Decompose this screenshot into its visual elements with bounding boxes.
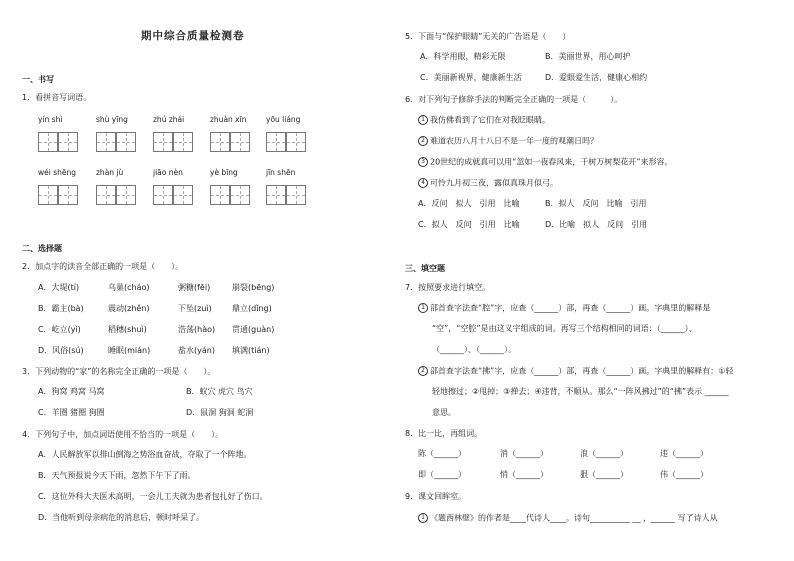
question-6-option-c[interactable]: C．拟人 反问 引用 比喻	[418, 220, 520, 229]
question-7-text: 部首查字法查“腔”字，应查（______）部，再查（______）画。字典里的解释是	[430, 303, 711, 313]
question-3-option-d[interactable]: D．鼠洞 狗洞 蛇洞	[186, 408, 254, 417]
question-2-option[interactable]: C．屹立(yì)	[38, 325, 81, 334]
question-5-option-c[interactable]: C．美丽新视界，健康新生活	[420, 73, 522, 82]
question-4-stem: 4．下列句子中，加点词语使用不恰当的一项是（ ）。	[22, 430, 224, 439]
question-2-word: 填满(tián)	[232, 346, 270, 355]
question-2-word: 崩裂(bēng)	[232, 283, 275, 292]
question-6-item-3	[418, 157, 672, 168]
question-8-cell[interactable]: 违（______）	[660, 449, 708, 458]
writing-box[interactable]	[230, 185, 250, 205]
pinyin-label: zhú zhái	[153, 115, 185, 124]
question-2-word: 乌巢(cháo)	[108, 283, 150, 292]
pinyin-label: jiāo nèn	[153, 168, 183, 177]
question-6-option-d[interactable]: D．比喻 拟人 反问 引用	[545, 220, 648, 229]
question-2-stem: 2．加点字的读音全部正确的一项是（ ）。	[22, 262, 184, 271]
question-9-part-1	[418, 513, 718, 524]
question-2-word: 睡眠(mián)	[108, 346, 151, 355]
question-6-item-2	[418, 136, 598, 147]
writing-box[interactable]	[96, 132, 116, 152]
pinyin-label: shù yīng	[96, 115, 128, 124]
question-2-option[interactable]: D．风俗(sú)	[38, 346, 84, 355]
question-6-item-text: 可怜九月初三夜，露似真珠月似弓。	[430, 178, 558, 188]
question-7-part-2-line-1	[418, 366, 733, 377]
writing-box[interactable]	[116, 132, 136, 152]
question-8-cell[interactable]: 伟（______）	[660, 470, 708, 479]
question-7-part-1-line-2: “空”，“空腔”是由这义字组成的词。再写三个结构相同的词语：（______）、	[432, 324, 697, 333]
pinyin-label: zhuàn xīn	[210, 115, 247, 124]
writing-box[interactable]	[286, 132, 306, 152]
writing-box[interactable]	[210, 132, 230, 152]
writing-box[interactable]	[58, 185, 78, 205]
writing-box[interactable]	[266, 132, 286, 152]
question-3-option-a[interactable]: A．狗窝 鸡窝 马窝	[38, 387, 105, 396]
question-8-cell[interactable]: 即（______）	[418, 470, 466, 479]
question-7-text: 部首查字法查“拂”字，应查（______）部，再查（______）画。字典里的解释有：①轻	[430, 366, 734, 376]
pinyin-label: zhàn jù	[96, 168, 124, 177]
question-6-item-text: 20世纪的成就真可以用“忽如一夜春风来，千树万树梨花开”来形容。	[430, 157, 673, 167]
pinyin-label: yè bīng	[210, 168, 238, 177]
circled-number: 3	[418, 157, 428, 167]
question-2-word: 鼎立(dǐng)	[232, 304, 272, 313]
question-6-item-4	[418, 178, 558, 189]
circled-number: 1	[418, 303, 428, 313]
question-4-option-b[interactable]: B．天气预报说今天下雨，忽然下午下了雨。	[38, 471, 196, 480]
question-6-option-b[interactable]: B．拟人 反问 比喻 引用	[545, 199, 647, 208]
question-9-text: 《题西林壁》的作者是____代诗人____。诗句__________ __ ，______ 写了诗人从	[430, 513, 718, 523]
question-4-option-a[interactable]: A．人民解放军以排山倒海之势浴血奋战，夺取了一个阵地。	[38, 450, 252, 459]
writing-box[interactable]	[173, 132, 193, 152]
question-2-word: 下坠(zuì)	[178, 304, 212, 313]
pinyin-label: yōu liáng	[266, 115, 301, 124]
question-2-option[interactable]: A．大堤(tí)	[38, 283, 80, 292]
question-7-part-1-line-1	[418, 303, 710, 314]
question-6-item-text: 难道农历八月十八日不是一年一度的观潮日吗？	[430, 136, 598, 146]
circled-number: 2	[418, 366, 428, 376]
writing-box[interactable]	[210, 185, 230, 205]
section-heading-writing: 一、书写	[22, 75, 54, 84]
question-6-option-a[interactable]: A．反问 拟人 引用 比喻	[418, 199, 520, 208]
pinyin-label: wéi shēng	[38, 168, 77, 177]
writing-box[interactable]	[266, 185, 286, 205]
question-3-option-b[interactable]: B．蚁穴 虎穴 鸟穴	[186, 387, 253, 396]
question-5-option-d[interactable]: D．爱眼爱生活，健康心相约	[545, 73, 648, 82]
writing-box[interactable]	[286, 185, 306, 205]
question-8-cell[interactable]: 悄（______）	[500, 470, 548, 479]
page-title: 期中综合质量检测卷	[141, 30, 245, 42]
question-8-cell[interactable]: 消（______）	[500, 449, 548, 458]
writing-box[interactable]	[153, 132, 173, 152]
writing-box[interactable]	[38, 185, 58, 205]
question-2-word: 粥糖(fēi)	[178, 283, 211, 292]
question-2-option[interactable]: B．霸主(bà)	[38, 304, 84, 313]
question-8-cell[interactable]: 狠（______）	[580, 470, 628, 479]
circled-number: 4	[418, 178, 428, 188]
question-8-cell[interactable]: 浪（______）	[580, 449, 628, 458]
question-2-word: 盐水(yán)	[178, 346, 215, 355]
circled-number: 1	[418, 513, 428, 523]
question-7-part-2-line-3: 意思。	[432, 408, 456, 417]
question-5-option-b[interactable]: B．美丽世界，用心呵护	[545, 52, 631, 61]
question-5-stem: 5．下面与“保护眼睛”无关的广告语是（ ）	[405, 32, 571, 41]
writing-box[interactable]	[38, 132, 58, 152]
circled-number: 1	[418, 115, 428, 125]
question-6-item-text: 我仿佛看到了它们在对我眨眼睛。	[430, 115, 550, 125]
question-4-option-d[interactable]: D．当他听到母亲病危的消息后，顿时呼呆了。	[38, 513, 205, 522]
section-heading-choice: 二、选择题	[22, 244, 62, 253]
writing-box[interactable]	[116, 185, 136, 205]
writing-box[interactable]	[153, 185, 173, 205]
question-7-stem: 7．按照要求进行填空。	[405, 283, 491, 292]
question-9-stem: 9．课文回眸室。	[405, 492, 467, 501]
question-8-stem: 8．比一比，再组词。	[405, 429, 483, 438]
question-5-option-a[interactable]: A．科学用眼，精彩无限	[420, 52, 506, 61]
pinyin-label: jīn shēn	[266, 168, 296, 177]
question-1-stem: 1．看拼音写词语。	[22, 93, 92, 102]
question-3-stem: 3．下列动物的“家”的名称完全正确的一项是（ ）。	[22, 367, 216, 376]
question-2-word: 震动(zhěn)	[108, 304, 150, 313]
pinyin-label: yín shì	[38, 115, 63, 124]
question-6-stem: 6．对下列句子修辞手法的判断完全正确的一项是（ ）。	[405, 95, 623, 104]
question-3-option-c[interactable]: C．羊圈 猪圈 狗圈	[38, 408, 105, 417]
question-7-part-2-line-2: 轻地擦过；②甩掉；③掸去；④违背，不顺从。那么“一阵风拂过”的“拂”表示 ______	[432, 387, 729, 396]
section-heading-fill: 三、填空题	[405, 264, 445, 273]
question-2-word: 浩荡(hào)	[178, 325, 216, 334]
writing-box[interactable]	[58, 132, 78, 152]
writing-box[interactable]	[96, 185, 116, 205]
question-2-word: 稻穗(shuì)	[108, 325, 147, 334]
circled-number: 2	[418, 136, 428, 146]
question-2-word: 贯通(guàn)	[232, 325, 275, 334]
writing-box[interactable]	[230, 132, 250, 152]
question-6-item-1	[418, 115, 550, 126]
question-7-part-1-line-3: （______）、（______）。	[432, 345, 516, 354]
question-8-cell[interactable]: 陈（______）	[418, 449, 466, 458]
question-4-option-c[interactable]: C．这位外科大夫医术高明，一会儿工夫就为患者包扎好了伤口。	[38, 492, 268, 501]
writing-box[interactable]	[173, 185, 193, 205]
